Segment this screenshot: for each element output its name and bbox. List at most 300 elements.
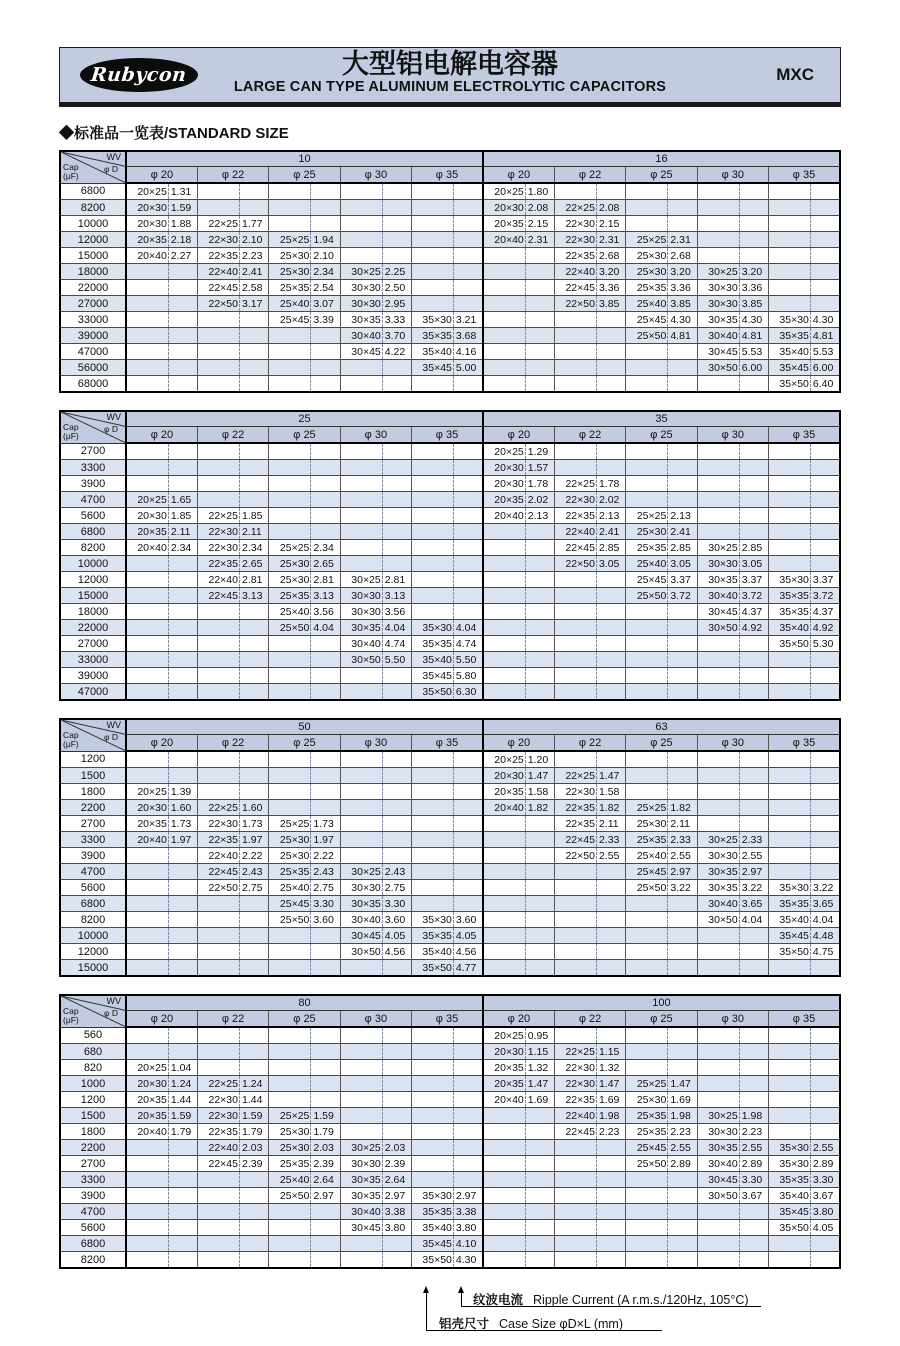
size-ripple-cell bbox=[412, 460, 483, 476]
cell-content bbox=[341, 1124, 411, 1139]
size-ripple-cell bbox=[269, 1027, 340, 1044]
case-size-value: 20×35 bbox=[494, 493, 524, 506]
ripple-current-value bbox=[596, 1028, 625, 1043]
case-size-value: 25×50 bbox=[636, 589, 667, 602]
cell-content bbox=[626, 636, 696, 651]
case-legend-chinese: 铝壳尺寸 bbox=[439, 1317, 490, 1331]
capacitance-cell: 1500 bbox=[60, 1108, 126, 1124]
ripple-current-value bbox=[667, 1236, 696, 1251]
ripple-current-value: 4.30 bbox=[739, 312, 768, 327]
ripple-current-value: 2.10 bbox=[239, 232, 268, 247]
ripple-current-value: 2.65 bbox=[310, 556, 339, 571]
size-ripple-cell bbox=[340, 232, 411, 248]
size-ripple-cell bbox=[340, 684, 411, 701]
cell-content bbox=[269, 1156, 339, 1171]
size-ripple-cell bbox=[412, 1076, 483, 1092]
size-ripple-cell bbox=[554, 832, 625, 848]
size-ripple-cell bbox=[126, 460, 197, 476]
cell-content bbox=[127, 1236, 197, 1251]
cell-content bbox=[341, 1204, 411, 1219]
table-row bbox=[60, 360, 840, 376]
size-ripple-cell bbox=[626, 1140, 697, 1156]
ripple-current-value bbox=[382, 1044, 411, 1059]
ripple-current-value: 5.50 bbox=[453, 652, 482, 667]
ripple-current-value: 3.56 bbox=[382, 604, 411, 619]
case-size-value: 20×30 bbox=[494, 1045, 524, 1058]
cell-content bbox=[769, 832, 839, 847]
cell-content bbox=[769, 184, 839, 199]
cell-content bbox=[269, 652, 339, 667]
size-ripple-cell bbox=[197, 1092, 268, 1108]
cell-content bbox=[484, 572, 554, 587]
cell-content bbox=[555, 652, 625, 667]
case-size-legend bbox=[439, 1314, 623, 1332]
cell-content bbox=[769, 344, 839, 359]
capacitance-cell: 2200 bbox=[60, 1140, 126, 1156]
cell-content bbox=[769, 864, 839, 879]
size-ripple-cell bbox=[412, 960, 483, 977]
case-size-value: 20×30 bbox=[494, 201, 524, 214]
cell-content bbox=[555, 328, 625, 343]
case-size-value: 35×50 bbox=[422, 1253, 452, 1266]
cell-content bbox=[769, 1076, 839, 1091]
diameter-header: φ 30 bbox=[697, 735, 768, 752]
ripple-current-value: 2.13 bbox=[667, 508, 696, 523]
cell-content bbox=[198, 296, 268, 311]
cell-content bbox=[626, 896, 696, 911]
cell-content bbox=[269, 1044, 339, 1059]
case-size-value: 20×35 bbox=[494, 217, 524, 230]
size-ripple-cell bbox=[269, 880, 340, 896]
ripple-current-value: 3.20 bbox=[667, 264, 696, 279]
capacitance-cell: 1500 bbox=[60, 768, 126, 784]
case-size-value: 25×30 bbox=[279, 833, 310, 846]
ripple-current-value: 3.33 bbox=[382, 312, 411, 327]
ripple-current-value bbox=[667, 960, 696, 975]
size-ripple-cell bbox=[197, 1204, 268, 1220]
cell-content bbox=[555, 444, 625, 459]
cell-content bbox=[127, 944, 197, 959]
ripple-current-value bbox=[453, 1108, 482, 1123]
ripple-current-value bbox=[667, 344, 696, 359]
ripple-current-value: 1.58 bbox=[525, 784, 554, 799]
size-ripple-cell bbox=[769, 604, 840, 620]
ripple-current-value: 3.70 bbox=[382, 328, 411, 343]
ripple-current-value: 3.22 bbox=[667, 880, 696, 895]
cell-content bbox=[198, 604, 268, 619]
cell-content bbox=[269, 508, 339, 523]
cell-content bbox=[555, 1028, 625, 1043]
capacitance-cell: 6800 bbox=[60, 183, 126, 200]
ripple-current-value bbox=[239, 1252, 268, 1267]
capacitance-cell: 6800 bbox=[60, 1236, 126, 1252]
size-ripple-cell bbox=[412, 264, 483, 280]
size-ripple-cell bbox=[697, 588, 768, 604]
ripple-current-value: 3.38 bbox=[453, 1204, 482, 1219]
case-size-value: 30×40 bbox=[708, 897, 738, 910]
cell-content bbox=[698, 1124, 768, 1139]
ripple-current-value: 3.72 bbox=[667, 588, 696, 603]
capacitance-cell: 6800 bbox=[60, 524, 126, 540]
size-ripple-cell bbox=[269, 1172, 340, 1188]
diameter-header: φ 25 bbox=[626, 735, 697, 752]
cell-content bbox=[269, 668, 339, 683]
ripple-current-value bbox=[810, 1092, 839, 1107]
cell-content bbox=[198, 264, 268, 279]
case-size-value: 25×25 bbox=[636, 801, 667, 814]
table-row bbox=[60, 1060, 840, 1076]
size-ripple-cell bbox=[626, 508, 697, 524]
size-ripple-cell bbox=[412, 200, 483, 216]
size-ripple-cell bbox=[483, 912, 554, 928]
cell-content bbox=[127, 1172, 197, 1187]
ripple-current-value bbox=[239, 328, 268, 343]
cell-content bbox=[626, 1236, 696, 1251]
cell-content bbox=[341, 232, 411, 247]
cell-content bbox=[198, 492, 268, 507]
ripple-current-value: 2.85 bbox=[739, 540, 768, 555]
case-size-value: 30×25 bbox=[351, 1141, 381, 1154]
size-ripple-cell bbox=[626, 880, 697, 896]
ripple-current-value: 3.68 bbox=[453, 328, 482, 343]
ripple-current-value bbox=[453, 232, 482, 247]
ripple-current-value bbox=[667, 912, 696, 927]
size-ripple-cell bbox=[554, 1124, 625, 1140]
cell-content bbox=[198, 1124, 268, 1139]
cell-content bbox=[198, 444, 268, 459]
cell-content bbox=[198, 1156, 268, 1171]
ripple-current-value: 2.43 bbox=[239, 864, 268, 879]
ripple-current-value bbox=[739, 232, 768, 247]
cell-content bbox=[555, 200, 625, 215]
cell-content bbox=[412, 960, 482, 975]
cell-content bbox=[698, 1188, 768, 1203]
ripple-current-value: 2.13 bbox=[596, 508, 625, 523]
case-size-value: 30×40 bbox=[708, 589, 738, 602]
cell-content bbox=[412, 652, 482, 667]
case-size-value: 25×50 bbox=[636, 1157, 667, 1170]
ripple-current-value: 1.39 bbox=[168, 784, 197, 799]
cell-content bbox=[127, 652, 197, 667]
corner-cap-label: Cap (μF) bbox=[63, 161, 79, 181]
ripple-current-value: 3.72 bbox=[810, 588, 839, 603]
cell-content bbox=[555, 1044, 625, 1059]
size-ripple-cell bbox=[697, 328, 768, 344]
ripple-current-value bbox=[596, 1172, 625, 1187]
cell-content bbox=[412, 360, 482, 375]
diameter-header: φ 25 bbox=[269, 735, 340, 752]
case-size-value: 35×30 bbox=[779, 573, 809, 586]
size-ripple-cell bbox=[340, 492, 411, 508]
ripple-current-value: 1.59 bbox=[239, 1108, 268, 1123]
ripple-current-value: 2.43 bbox=[310, 864, 339, 879]
capacitance-cell: 10000 bbox=[60, 556, 126, 572]
ripple-current-value bbox=[525, 248, 554, 263]
ripple-current-value: 1.82 bbox=[525, 800, 554, 815]
cell-content bbox=[555, 376, 625, 391]
ripple-current-value bbox=[453, 280, 482, 295]
size-ripple-cell bbox=[269, 1092, 340, 1108]
cell-content bbox=[555, 476, 625, 491]
size-ripple-cell bbox=[126, 540, 197, 556]
ripple-current-value bbox=[382, 376, 411, 391]
size-ripple-cell bbox=[697, 832, 768, 848]
size-ripple-cell bbox=[769, 1236, 840, 1252]
ripple-current-value: 2.03 bbox=[239, 1140, 268, 1155]
ripple-current-value bbox=[310, 184, 339, 199]
ripple-current-value bbox=[239, 1028, 268, 1043]
case-size-value: 25×35 bbox=[279, 1157, 310, 1170]
capacitance-cell: 12000 bbox=[60, 944, 126, 960]
case-size-value: 22×45 bbox=[565, 281, 595, 294]
size-ripple-cell bbox=[697, 344, 768, 360]
ripple-current-value: 1.32 bbox=[596, 1060, 625, 1075]
ripple-current-value bbox=[453, 1044, 482, 1059]
ripple-current-value bbox=[739, 1092, 768, 1107]
cell-content bbox=[269, 928, 339, 943]
ripple-current-value bbox=[810, 524, 839, 539]
cell-content bbox=[127, 296, 197, 311]
cell-content bbox=[412, 556, 482, 571]
cell-content bbox=[698, 1044, 768, 1059]
ripple-current-value bbox=[739, 1236, 768, 1251]
case-size-value: 35×40 bbox=[779, 913, 809, 926]
ripple-current-value bbox=[382, 768, 411, 783]
cell-content bbox=[269, 280, 339, 295]
size-ripple-cell bbox=[626, 328, 697, 344]
case-size-value: 35×35 bbox=[779, 329, 809, 342]
ripple-current-value: 5.53 bbox=[739, 344, 768, 359]
case-size-value: 20×40 bbox=[494, 233, 524, 246]
capacitance-cell: 47000 bbox=[60, 344, 126, 360]
size-ripple-cell bbox=[697, 460, 768, 476]
size-ripple-cell bbox=[412, 1204, 483, 1220]
corner-wv-label: WV bbox=[106, 152, 121, 162]
case-size-value: 22×30 bbox=[208, 525, 238, 538]
cell-content bbox=[555, 264, 625, 279]
size-ripple-cell bbox=[697, 1076, 768, 1092]
size-ripple-cell bbox=[126, 328, 197, 344]
cell-content bbox=[769, 1108, 839, 1123]
cell-content bbox=[484, 1108, 554, 1123]
cell-content bbox=[555, 1204, 625, 1219]
voltage-header: 35 bbox=[483, 411, 840, 427]
ripple-current-value: 2.34 bbox=[168, 540, 197, 555]
size-ripple-cell bbox=[126, 572, 197, 588]
size-ripple-cell bbox=[483, 652, 554, 668]
ripple-current-value: 3.56 bbox=[310, 604, 339, 619]
size-ripple-cell bbox=[340, 1060, 411, 1076]
size-ripple-cell bbox=[269, 636, 340, 652]
cell-content bbox=[626, 800, 696, 815]
cell-content bbox=[555, 524, 625, 539]
ripple-current-value bbox=[739, 1252, 768, 1267]
cell-content bbox=[341, 1220, 411, 1235]
size-ripple-cell bbox=[269, 443, 340, 460]
corner-wv-label: WV bbox=[106, 720, 121, 730]
case-size-value: 35×40 bbox=[779, 1189, 809, 1202]
size-ripple-cell bbox=[697, 280, 768, 296]
case-size-value: 35×45 bbox=[422, 669, 452, 682]
ripple-current-value: 1.79 bbox=[168, 1124, 197, 1139]
size-ripple-cell bbox=[697, 864, 768, 880]
ripple-current-value bbox=[525, 344, 554, 359]
cell-content bbox=[127, 588, 197, 603]
cell-content bbox=[698, 784, 768, 799]
ripple-current-value: 2.23 bbox=[667, 1124, 696, 1139]
size-ripple-cell bbox=[697, 1220, 768, 1236]
ripple-current-value bbox=[739, 1044, 768, 1059]
size-ripple-cell bbox=[197, 1220, 268, 1236]
size-ripple-cell bbox=[412, 476, 483, 492]
ripple-current-value: 4.92 bbox=[810, 620, 839, 635]
cell-content bbox=[127, 360, 197, 375]
ripple-current-value bbox=[810, 832, 839, 847]
cell-content bbox=[698, 200, 768, 215]
cell-content bbox=[626, 280, 696, 295]
ripple-current-value bbox=[168, 1044, 197, 1059]
size-ripple-cell bbox=[554, 928, 625, 944]
size-ripple-cell bbox=[126, 848, 197, 864]
cell-content bbox=[412, 636, 482, 651]
cell-content bbox=[127, 1028, 197, 1043]
cell-content bbox=[698, 1156, 768, 1171]
cell-content bbox=[127, 1156, 197, 1171]
ripple-current-value: 3.60 bbox=[453, 912, 482, 927]
cell-content bbox=[269, 444, 339, 459]
size-ripple-cell bbox=[197, 328, 268, 344]
ripple-current-value bbox=[667, 684, 696, 699]
size-ripple-cell bbox=[483, 183, 554, 200]
ripple-current-value bbox=[810, 460, 839, 475]
size-ripple-cell bbox=[769, 376, 840, 393]
case-size-value: 22×30 bbox=[565, 493, 595, 506]
ripple-current-value bbox=[525, 296, 554, 311]
ripple-current-value: 2.68 bbox=[596, 248, 625, 263]
case-size-value: 35×30 bbox=[422, 621, 452, 634]
diameter-header: φ 20 bbox=[126, 167, 197, 184]
cell-content bbox=[769, 588, 839, 603]
cell-content bbox=[698, 1092, 768, 1107]
ripple-current-value bbox=[382, 492, 411, 507]
case-size-value: 22×25 bbox=[208, 1077, 238, 1090]
cell-content bbox=[198, 800, 268, 815]
size-ripple-cell bbox=[483, 1027, 554, 1044]
case-size-value: 25×30 bbox=[279, 1141, 310, 1154]
ripple-current-value bbox=[596, 444, 625, 459]
size-ripple-cell bbox=[554, 183, 625, 200]
ripple-current-value: 2.22 bbox=[310, 848, 339, 863]
ripple-current-value: 1.59 bbox=[310, 1108, 339, 1123]
cell-content bbox=[698, 768, 768, 783]
ripple-current-value: 3.07 bbox=[310, 296, 339, 311]
cell-content bbox=[269, 216, 339, 231]
cell-content bbox=[412, 328, 482, 343]
size-ripple-cell bbox=[483, 784, 554, 800]
size-ripple-cell bbox=[197, 508, 268, 524]
cell-content bbox=[127, 880, 197, 895]
ripple-current-value bbox=[810, 232, 839, 247]
size-ripple-cell bbox=[483, 328, 554, 344]
ripple-current-value: 1.82 bbox=[667, 800, 696, 815]
cell-content bbox=[341, 928, 411, 943]
corner-phi-d-label: φ D bbox=[103, 732, 118, 742]
table-row bbox=[60, 232, 840, 248]
size-ripple-cell bbox=[126, 508, 197, 524]
case-size-value: 25×25 bbox=[636, 509, 667, 522]
cell-content bbox=[412, 1108, 482, 1123]
ripple-current-value bbox=[382, 360, 411, 375]
cell-content bbox=[769, 1060, 839, 1075]
size-ripple-cell bbox=[769, 556, 840, 572]
ripple-current-value bbox=[739, 1060, 768, 1075]
ripple-current-value bbox=[239, 476, 268, 491]
case-size-value: 35×35 bbox=[422, 929, 452, 942]
cell-content bbox=[698, 184, 768, 199]
case-size-value: 30×40 bbox=[351, 637, 381, 650]
size-ripple-cell bbox=[126, 1140, 197, 1156]
case-size-value: 20×25 bbox=[137, 493, 167, 506]
cell-content bbox=[626, 444, 696, 459]
cell-content bbox=[269, 1204, 339, 1219]
ripple-current-value bbox=[453, 376, 482, 391]
diameter-header: φ 30 bbox=[697, 167, 768, 184]
size-ripple-cell bbox=[769, 476, 840, 492]
cell-content bbox=[555, 1124, 625, 1139]
size-ripple-cell bbox=[554, 1172, 625, 1188]
size-ripple-cell bbox=[483, 928, 554, 944]
table-row bbox=[60, 1140, 840, 1156]
cell-content bbox=[484, 460, 554, 475]
size-ripple-cell bbox=[340, 328, 411, 344]
size-ripple-cell bbox=[626, 960, 697, 977]
case-size-value: 22×35 bbox=[565, 801, 595, 814]
size-ripple-cell bbox=[269, 312, 340, 328]
ripple-current-value: 1.58 bbox=[596, 784, 625, 799]
size-ripple-cell bbox=[126, 620, 197, 636]
case-size-value: 22×40 bbox=[208, 573, 238, 586]
cell-content bbox=[269, 800, 339, 815]
ripple-current-value bbox=[382, 184, 411, 199]
cell-content bbox=[341, 1172, 411, 1187]
cell-content bbox=[269, 848, 339, 863]
size-ripple-cell bbox=[126, 443, 197, 460]
case-size-value: 22×50 bbox=[565, 849, 595, 862]
size-ripple-cell bbox=[769, 864, 840, 880]
capacitance-cell: 4700 bbox=[60, 864, 126, 880]
size-ripple-cell bbox=[769, 572, 840, 588]
cell-content bbox=[412, 752, 482, 767]
ripple-current-value bbox=[667, 1204, 696, 1219]
cell-content bbox=[412, 540, 482, 555]
size-ripple-cell bbox=[197, 880, 268, 896]
ripple-current-value: 1.47 bbox=[525, 1076, 554, 1091]
ripple-current-value bbox=[168, 572, 197, 587]
size-ripple-cell bbox=[197, 296, 268, 312]
size-ripple-cell bbox=[697, 652, 768, 668]
cell-content bbox=[341, 492, 411, 507]
size-ripple-cell bbox=[554, 1140, 625, 1156]
diameter-header: φ 20 bbox=[126, 1011, 197, 1028]
case-size-value: 35×35 bbox=[422, 1205, 452, 1218]
size-ripple-cell bbox=[412, 183, 483, 200]
cell-content bbox=[769, 880, 839, 895]
cell-content bbox=[626, 652, 696, 667]
ripple-current-value bbox=[453, 556, 482, 571]
ripple-current-value bbox=[168, 944, 197, 959]
size-ripple-cell bbox=[769, 588, 840, 604]
size-ripple-cell bbox=[483, 896, 554, 912]
